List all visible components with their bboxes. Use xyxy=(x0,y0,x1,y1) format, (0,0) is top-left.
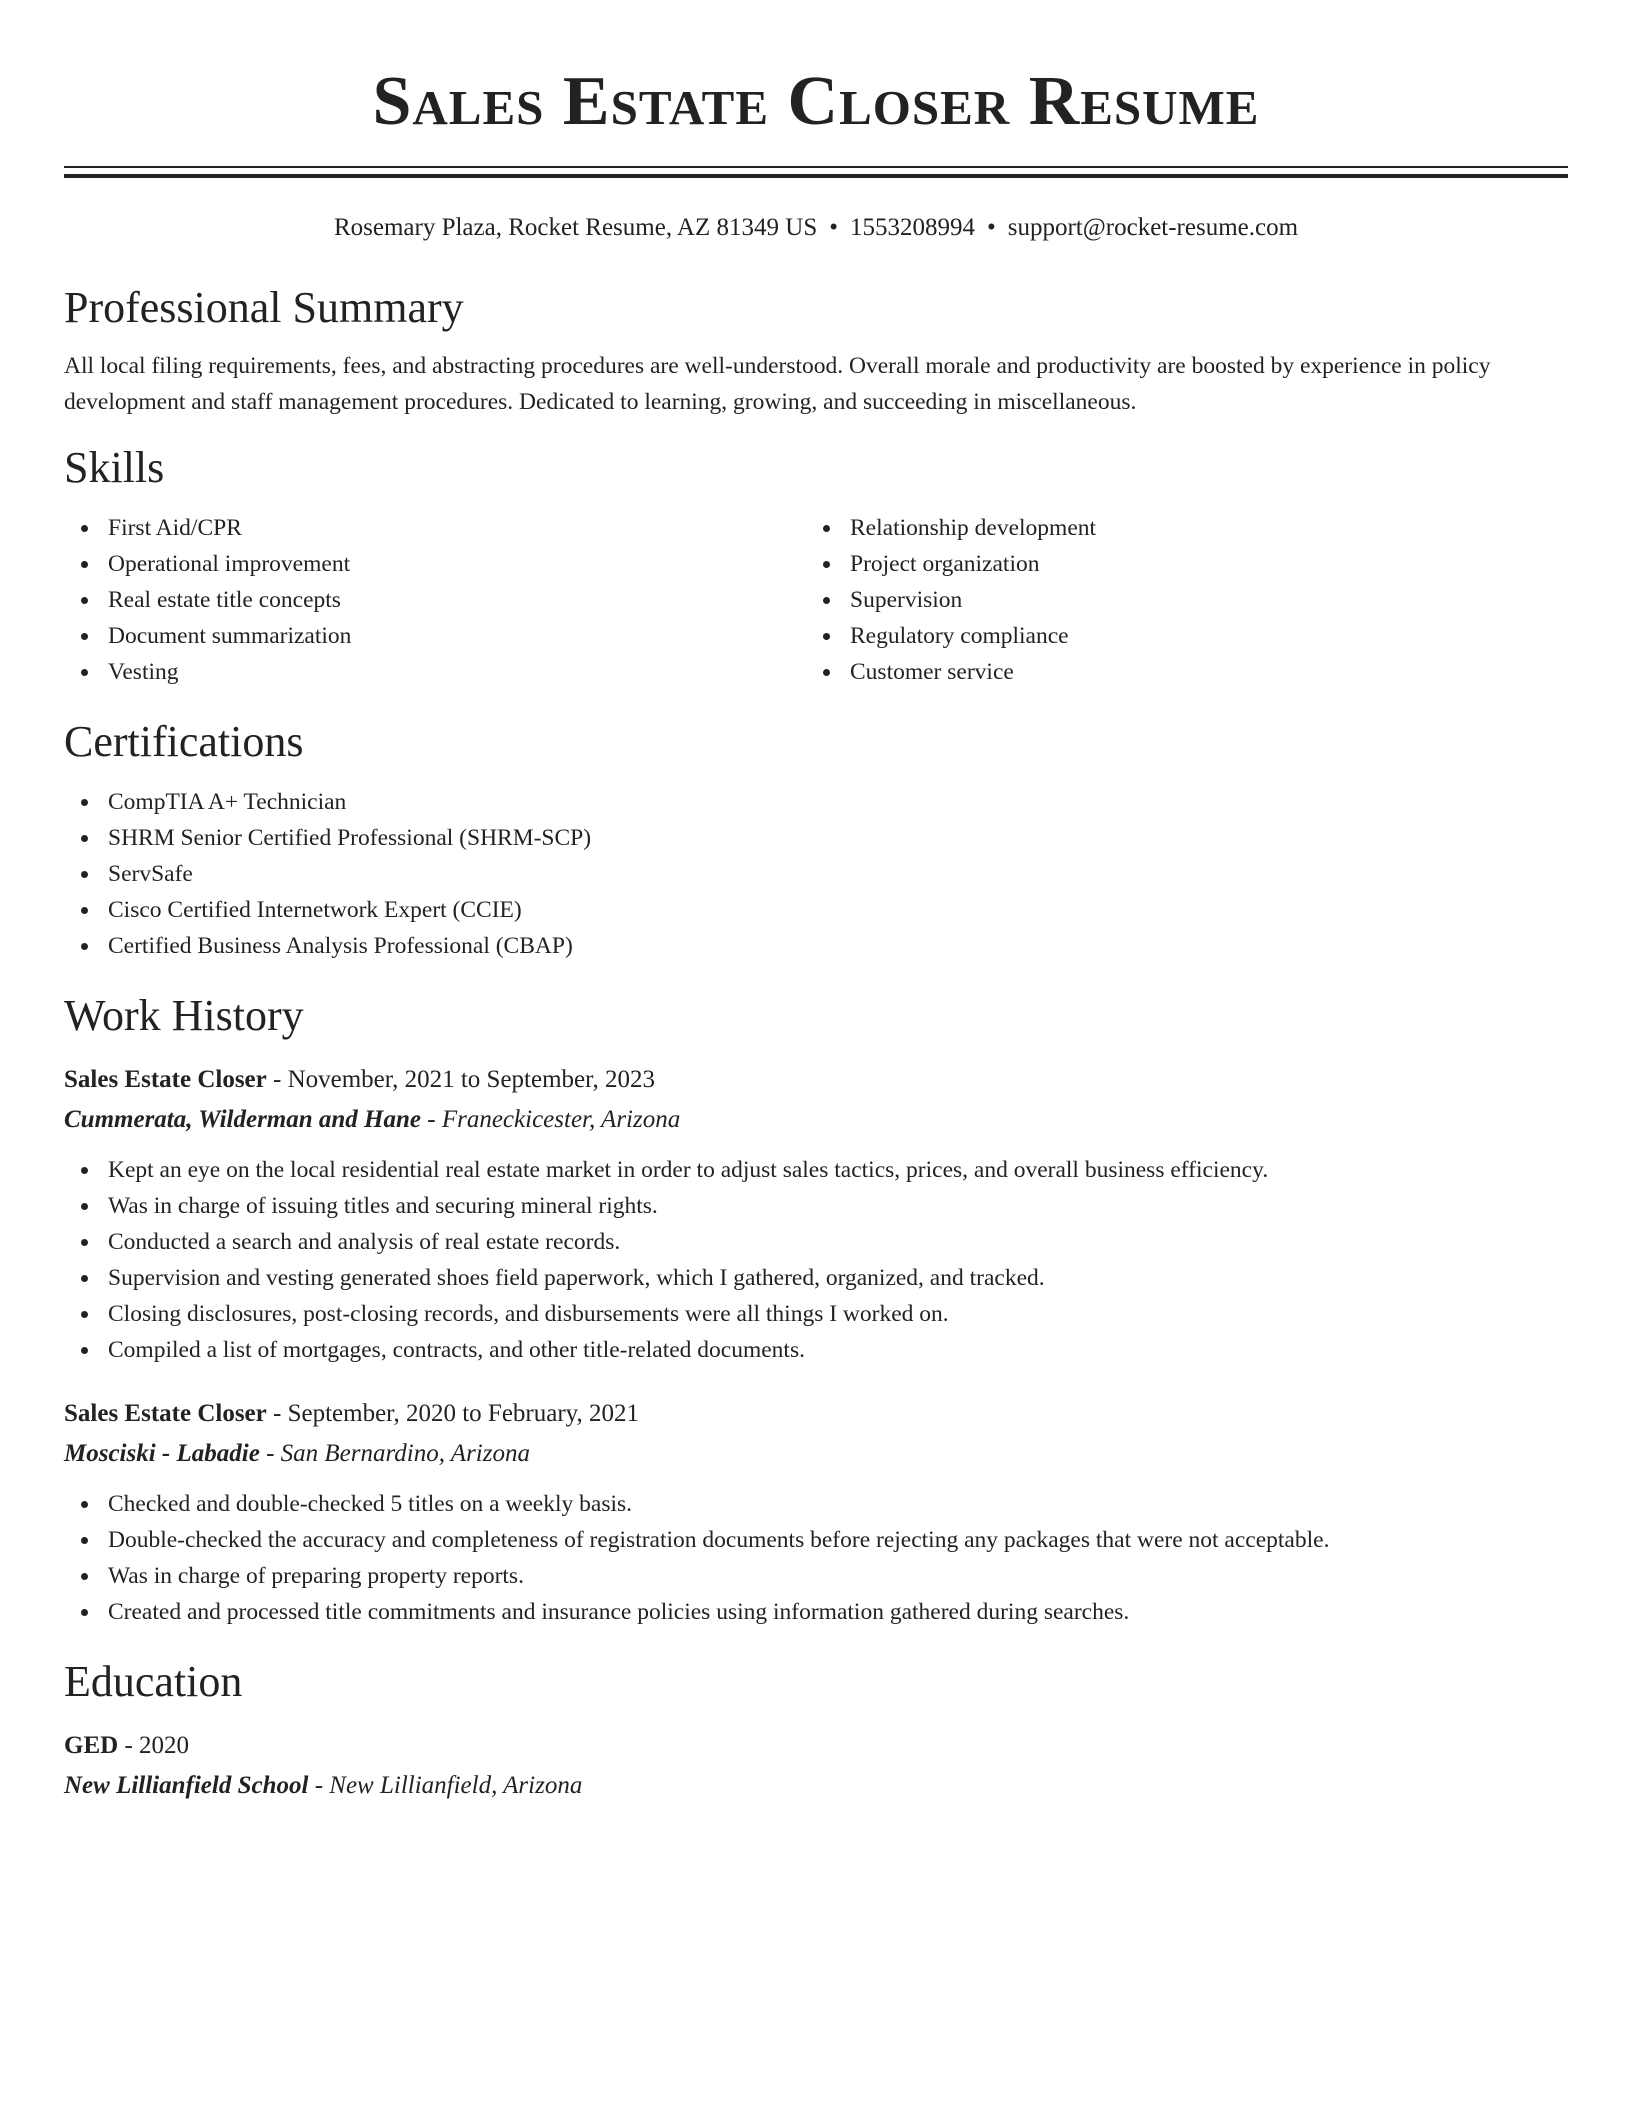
job-title-line xyxy=(64,1394,1568,1434)
contact-separator: • xyxy=(986,214,996,241)
education-degree-line xyxy=(64,1726,1568,1766)
skill-item: Supervision xyxy=(806,582,1548,618)
company-location: - Franeckicester, Arizona xyxy=(421,1106,681,1133)
company-location: - San Bernardino, Arizona xyxy=(259,1440,530,1467)
job-bullet: Conducted a search and analysis of real estate records. xyxy=(64,1224,1568,1260)
education-heading: Education xyxy=(64,1657,243,1706)
job-bullet: Kept an eye on the local residential real estate market in order to adjust sales tactics, prices, and overall business efficiency. xyxy=(64,1152,1568,1188)
job-bullet: Checked and double-checked 5 titles on a weekly basis. xyxy=(64,1486,1568,1522)
job-bullet: Double-checked the accuracy and completeness of registration documents before rejecting any packages that were not acceptable. xyxy=(64,1522,1568,1558)
job-entry xyxy=(64,1060,1568,1368)
job-title: Sales Estate Closer xyxy=(64,1400,267,1427)
job-bullet-list xyxy=(64,1152,1568,1368)
job-bullet: Was in charge of preparing property reports. xyxy=(64,1558,1568,1594)
skill-item: Regulatory compliance xyxy=(806,618,1548,654)
job-title-line xyxy=(64,1060,1568,1100)
skill-item: Real estate title concepts xyxy=(64,582,806,618)
skills-grid xyxy=(64,510,1568,690)
education-school: New Lillianfield School xyxy=(64,1772,309,1799)
certification-item: CompTIA A+ Technician xyxy=(64,784,1568,820)
job-bullet: Compiled a list of mortgages, contracts, and other title-related documents. xyxy=(64,1332,1568,1368)
resume-page xyxy=(64,0,1568,1806)
job-bullet: Was in charge of issuing titles and securing mineral rights. xyxy=(64,1188,1568,1224)
certification-item: SHRM Senior Certified Professional (SHRM-SCP) xyxy=(64,820,1568,856)
work-history-heading: Work History xyxy=(64,991,304,1040)
skills-list-left xyxy=(64,510,806,690)
resume-title: Sales Estate Closer Resume xyxy=(372,63,1260,140)
certification-item: Cisco Certified Internetwork Expert (CCIE) xyxy=(64,892,1568,928)
contact-address: Rosemary Plaza, Rocket Resume, AZ 81349 US xyxy=(333,214,818,241)
title-divider-thick xyxy=(64,174,1568,178)
company-name: Cummerata, Wilderman and Hane xyxy=(64,1106,422,1133)
company-name: Mosciski - Labadie xyxy=(64,1440,260,1467)
job-bullet-list xyxy=(64,1486,1568,1630)
contact-phone: 1553208994 xyxy=(849,214,975,241)
company-line xyxy=(64,1100,1568,1140)
job-entry xyxy=(64,1394,1568,1630)
certification-item: ServSafe xyxy=(64,856,1568,892)
certifications-heading: Certifications xyxy=(64,717,304,766)
skill-item: Vesting xyxy=(64,654,806,690)
skill-item: Relationship development xyxy=(806,510,1548,546)
education-school-line xyxy=(64,1766,1568,1806)
education-location: - New Lillianfield, Arizona xyxy=(308,1772,583,1799)
job-dates: - November, 2021 to September, 2023 xyxy=(266,1066,655,1093)
job-title: Sales Estate Closer xyxy=(64,1066,267,1093)
company-line xyxy=(64,1434,1568,1474)
education-year: - 2020 xyxy=(118,1732,190,1759)
title-divider-thin xyxy=(64,166,1568,168)
skill-item: Document summarization xyxy=(64,618,806,654)
skill-item: Operational improvement xyxy=(64,546,806,582)
job-bullet: Closing disclosures, post-closing records, and disbursements were all things I worked on. xyxy=(64,1296,1568,1332)
skill-item: First Aid/CPR xyxy=(64,510,806,546)
skill-item: Project organization xyxy=(806,546,1548,582)
certifications-list xyxy=(64,784,1568,964)
contact-email: support@rocket-resume.com xyxy=(1007,214,1299,241)
education-degree: GED xyxy=(64,1732,119,1759)
skills-list-right xyxy=(806,510,1548,690)
skills-heading: Skills xyxy=(64,443,165,492)
skill-item: Customer service xyxy=(806,654,1548,690)
certification-item: Certified Business Analysis Professional (CBAP) xyxy=(64,928,1568,964)
job-dates: - September, 2020 to February, 2021 xyxy=(266,1400,640,1427)
contact-line xyxy=(64,212,1568,244)
summary-heading: Professional Summary xyxy=(64,283,464,332)
job-bullet: Supervision and vesting generated shoes field paperwork, which I gathered, organized, and tracked. xyxy=(64,1260,1568,1296)
contact-separator: • xyxy=(829,214,838,241)
job-bullet: Created and processed title commitments and insurance policies using information gathered during searches. xyxy=(64,1594,1568,1630)
summary-text: All local filing requirements, fees, and abstracting procedures are well-understood. Overall morale and productivity are boosted by experience in policy development and staff management procedures. Dedicated to learning, growing, and succeeding in miscellaneous. xyxy=(64,353,1491,415)
